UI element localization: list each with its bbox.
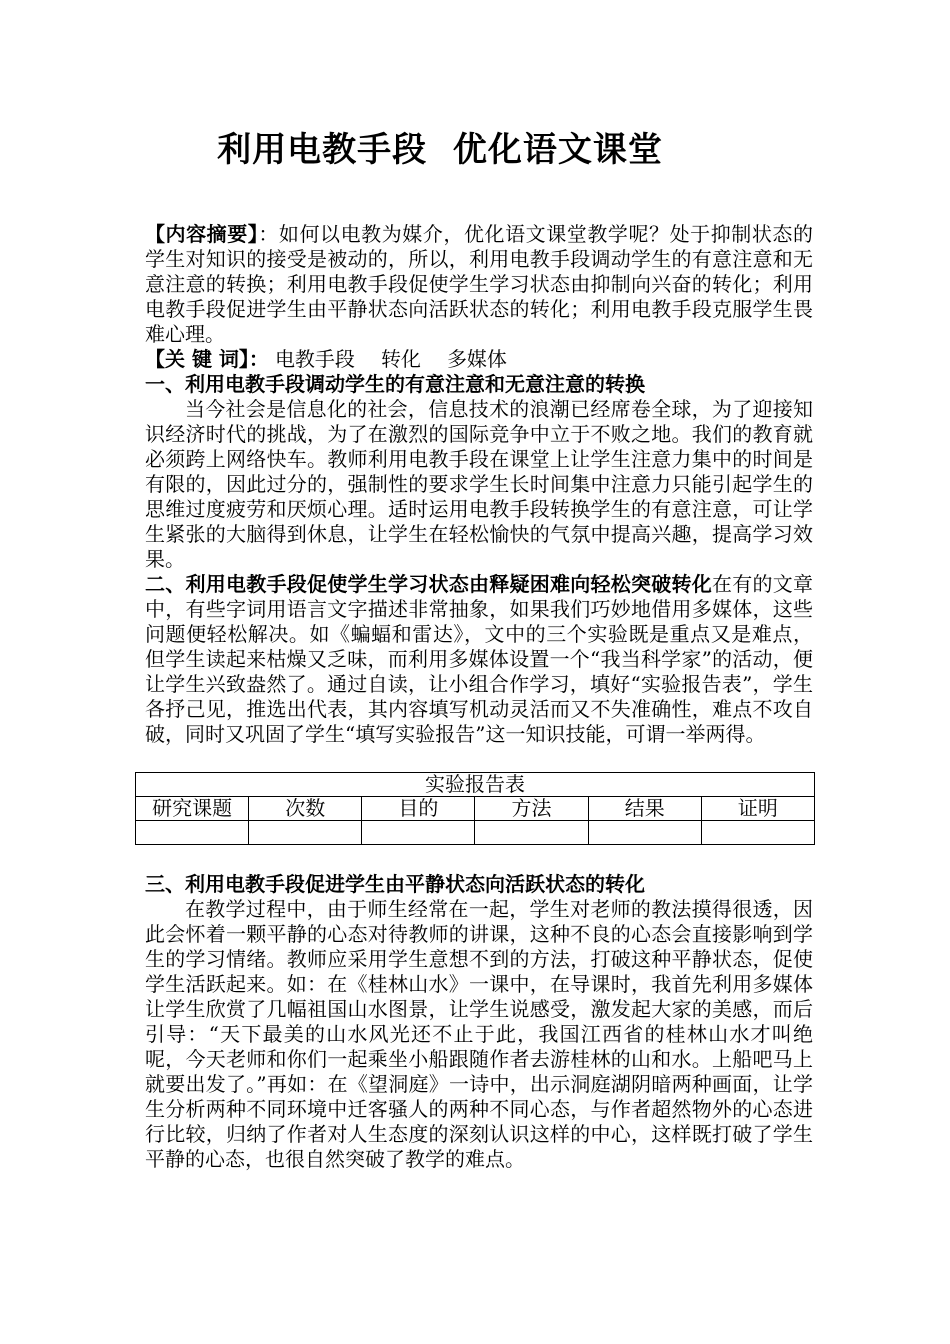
keyword-item: 多媒体 (446, 347, 507, 371)
section-3-body: 在教学过程中，由于师生经常在一起，学生对老师的教法摸得很透，因此会怀着一颗平静的心态对待教师的讲课，这种不良的心态会直接影响到学生的学习情绪。教师应采用学生意想不到的方法，打破这种平静状态，促使学生活跃起来。如：在《桂林山水》一课中，在导课时，我首先利用多媒体让学生欣赏了几幅祖国山水图景，让学生说感受，激发起大家的美感，而后引导：“天下最美的山水风光还不止于此，我国江西省的桂林山水才叫绝呢，今天老师和你们一起乘坐小船跟随作者去游桂林的山和水。上船吧马上就要出发了。”再如：在《望洞庭》一诗中，出示洞庭湖阴暗两种画面，让学生分析两种不同环境中迁客骚人的两种不同心态，与作者超然物外的心态进行比较，归纳了作者对人生态度的深刻认识这样的中心，这样既打破了学生平静的心态，也很自然突破了教学的难点。 (145, 897, 813, 1171)
keyword-item: 电教手段 (274, 347, 355, 371)
table-header-cell: 目的 (362, 797, 475, 821)
table-empty-cell (588, 821, 701, 845)
table-header-cell: 次数 (249, 797, 362, 821)
table-header-cell: 证明 (701, 797, 814, 821)
section-2-paragraph (145, 572, 813, 747)
table-empty-cell (249, 821, 362, 845)
table-header-row (136, 797, 815, 821)
table-empty-cell (136, 821, 249, 845)
section-1-heading: 一、利用电教手段调动学生的有意注意和无意注意的转换 (145, 372, 645, 396)
table-header-cell: 研究课题 (136, 797, 249, 821)
section-2-body: 在有的文章中，有些字词用语言文字描述非常抽象，如果我们巧妙地借用多媒体，这些问题便轻松解决。如《蝙蝠和雷达》，文中的三个实验既是重点又是难点，但学生读起来枯燥又乏味，而利用多媒体设置一个“我当科学家”的活动，便让学生兴致盎然了。通过自读，让小组合作学习，填好“实验报告表”，学生各抒己见，推选出代表，其内容填写机动灵活而又不失准确性，难点不攻自破，同时又巩固了学生“填写实验报告”这一知识技能，可谓一举两得。 (145, 572, 813, 746)
table-empty-cell (362, 821, 475, 845)
keywords-line (145, 347, 813, 372)
table-header-cell: 结果 (588, 797, 701, 821)
table-caption: 实验报告表 (136, 773, 815, 797)
main-content (145, 222, 813, 747)
table-caption-row (136, 773, 815, 797)
section-2-heading: 二、利用电教手段促使学生学习状态由释疑困难向轻松突破转化 (145, 572, 712, 596)
table-empty-cell (701, 821, 814, 845)
keywords-label: 【关 键 词】： (145, 347, 269, 371)
document-title: 利用电教手段 优化语文课堂 (217, 130, 663, 170)
abstract-label: 【内容摘要】 (145, 222, 259, 246)
experiment-report-table (135, 772, 815, 845)
table-empty-cell (475, 821, 588, 845)
table-header-cell: 方法 (475, 797, 588, 821)
abstract-text: ：如何以电教为媒介，优化语文课堂教学呢？处于抑制状态的学生对知识的接受是被动的，所以，利用电教手段调动学生的有意注意和无意注意的转换；利用电教手段促使学生学习状态由抑制向兴奋的转化；利用电教手段促进学生由平静状态向活跃状态的转化；利用电教手段克服学生畏难心理。 (145, 222, 813, 346)
table-empty-row (136, 821, 815, 845)
section-1-body: 当今社会是信息化的社会，信息技术的浪潮已经席卷全球，为了迎接知识经济时代的挑战，为了在激烈的国际竞争中立于不败之地。我们的教育就必须跨上网络快车。教师利用电教手段在课堂上让学生注意力集中的时间是有限的，因此过分的，强制性的要求学生长时间集中注意力只能引起学生的思维过度疲劳和厌烦心理。适时运用电教手段转换学生的有意注意，可让学生紧张的大脑得到休息，让学生在轻松愉快的气氛中提高兴趣，提高学习效果。 (145, 397, 813, 571)
section-3 (145, 872, 813, 1172)
section-3-heading: 三、利用电教手段促进学生由平静状态向活跃状态的转化 (145, 872, 645, 896)
keyword-item: 转化 (380, 347, 421, 371)
abstract-paragraph (145, 222, 813, 347)
